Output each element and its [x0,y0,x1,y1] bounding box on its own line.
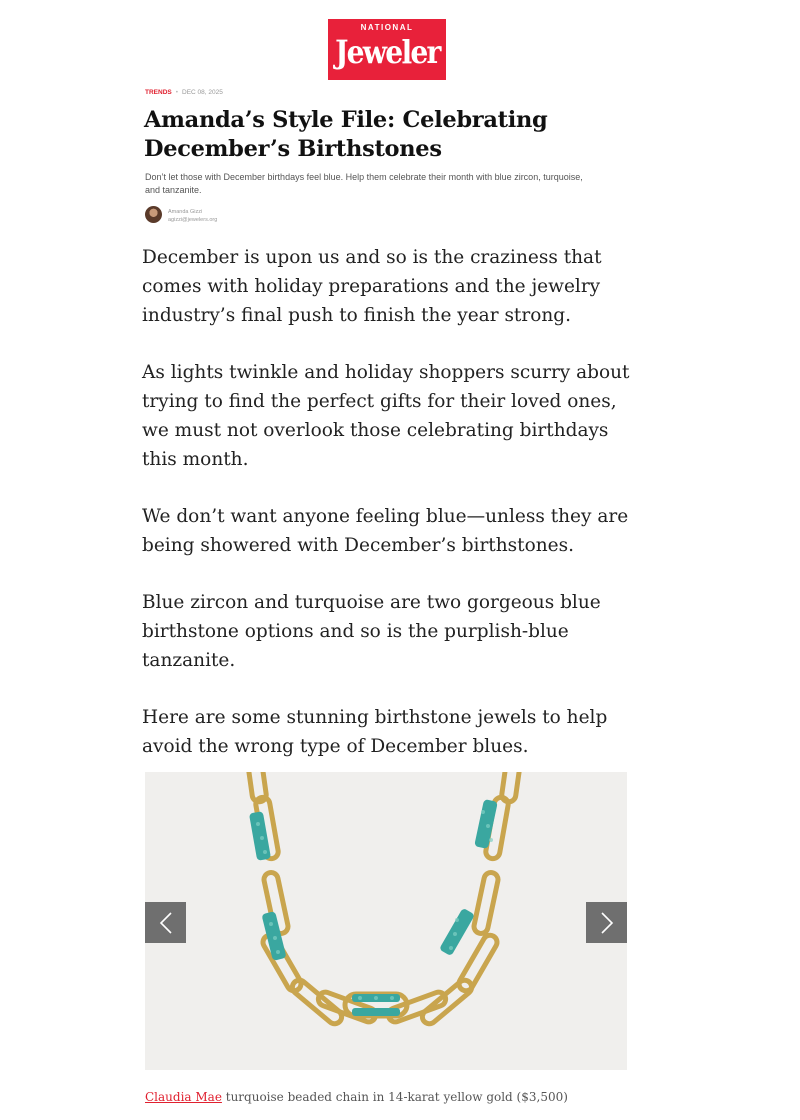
article-meta [145,89,223,96]
caption-brand-link[interactable]: Claudia Mae [145,1090,222,1104]
article-subtitle: Don’t let those with December birthdays feel blue. Help them celebrate their month with blue zircon, turquoise, and tanzanite. [145,172,583,195]
body-paragraph: Here are some stunning birthstone jewels to help avoid the wrong type of December blues. [142,707,608,757]
author-block [168,208,217,224]
article-date: DEC 08, 2025 [182,89,223,96]
logo-main-text: Jeweler [335,33,440,71]
body-paragraph: Blue zircon and turquoise are two gorgeous blue birthstone options and so is the purplish-blue tanzanite. [142,592,601,671]
chevron-left-icon [159,912,173,934]
national-jeweler-logo[interactable] [328,19,446,80]
image-caption [145,1090,625,1104]
article-title: Amanda’s Style File: Celebrating December’s Birthstones [144,107,548,162]
slideshow-prev-button[interactable] [145,902,186,943]
necklace-image [145,772,627,1070]
author-name[interactable]: Amanda Gizzi [168,209,203,215]
slideshow-next-button[interactable] [586,902,627,943]
caption-text: turquoise beaded chain in 14-karat yellow gold ($3,500) [221,1090,568,1104]
chevron-right-icon [600,912,614,934]
author-avatar[interactable] [145,206,162,223]
category-link[interactable]: TRENDS [145,89,172,96]
body-paragraph: As lights twinkle and holiday shoppers scurry about trying to find the perfect gifts for their loved ones, we must not overlook those celebrating birthdays this month. [142,362,630,470]
author-email[interactable]: agizzi@jewelers.org [168,217,218,223]
meta-separator: • [175,89,179,96]
image-slideshow[interactable] [145,772,627,1070]
article-body [142,243,642,789]
logo-top-text: NATIONAL [360,23,414,32]
body-paragraph: December is upon us and so is the craziness that comes with holiday preparations and the jewelry industry’s final push to finish the year strong. [142,247,602,326]
body-paragraph: We don’t want anyone feeling blue—unless they are being showered with December’s birthstones. [142,506,629,556]
